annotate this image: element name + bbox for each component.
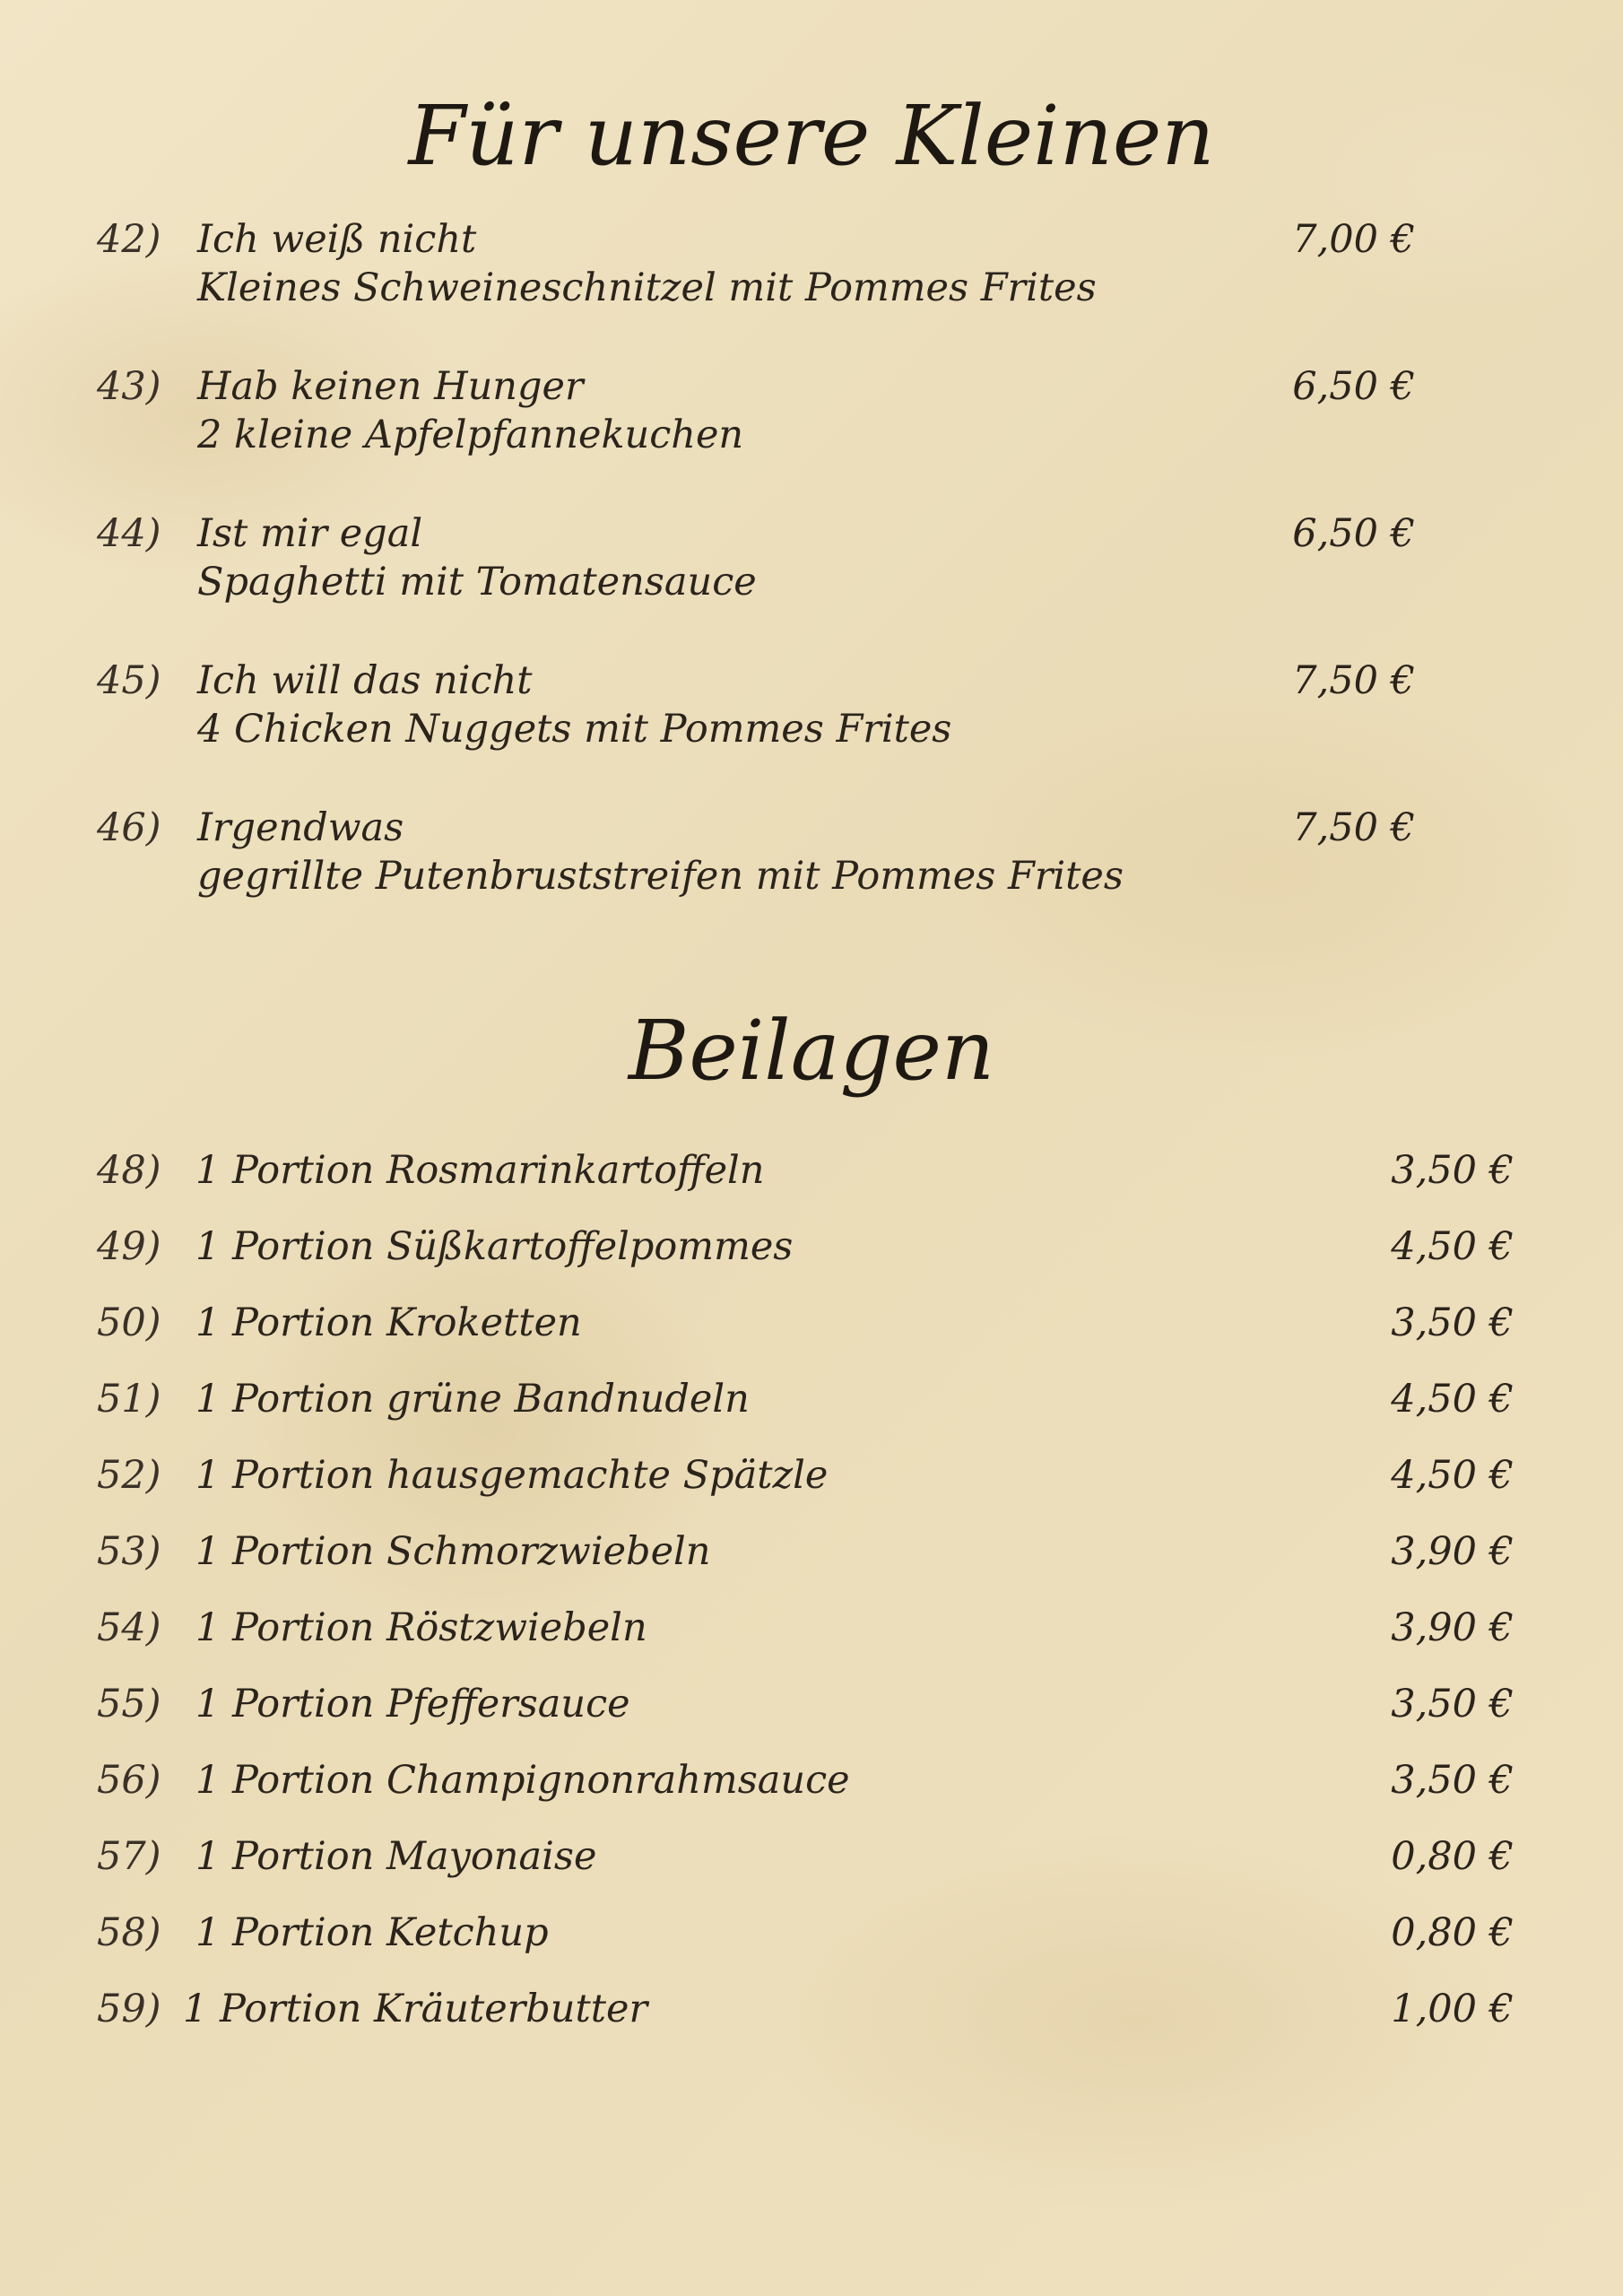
item-number: 57) — [97, 1834, 161, 1879]
item-price: 3,50 € — [1391, 1682, 1514, 1726]
item-name: 1 Portion hausgemachte Spätzle — [195, 1453, 829, 1498]
item-name: 1 Portion Champignonrahmsauce — [195, 1758, 850, 1803]
side-menu-item — [0, 1605, 1623, 1659]
item-description: Spaghetti mit Tomatensauce — [197, 560, 757, 604]
kids-menu-item — [0, 658, 1623, 766]
item-description: Kleines Schweineschnitzel mit Pommes Frites — [197, 265, 1097, 310]
item-name: Ich will das nicht — [197, 658, 533, 703]
side-menu-item — [0, 1529, 1623, 1583]
side-menu-item — [0, 1910, 1623, 1964]
item-price: 7,00 € — [1292, 217, 1415, 262]
sides-section-title: Beilagen — [628, 1003, 995, 1099]
item-name: Irgendwas — [197, 805, 404, 850]
item-number: 49) — [97, 1224, 161, 1269]
item-name: Ich weiß nicht — [197, 217, 477, 262]
side-menu-item — [0, 1224, 1623, 1278]
item-number: 59) — [97, 1987, 161, 2031]
side-menu-item — [0, 1987, 1623, 2040]
item-price: 0,80 € — [1391, 1910, 1514, 1955]
item-price: 3,50 € — [1391, 1300, 1514, 1345]
item-price: 4,50 € — [1391, 1453, 1514, 1498]
kids-menu-item — [0, 805, 1623, 913]
item-number: 51) — [97, 1377, 161, 1422]
item-number: 56) — [97, 1758, 161, 1803]
item-name: 1 Portion Rosmarinkartoffeln — [195, 1148, 765, 1193]
side-menu-item — [0, 1453, 1623, 1507]
item-name: 1 Portion Röstzwiebeln — [195, 1605, 647, 1650]
item-price: 6,50 € — [1292, 511, 1415, 556]
item-description: 2 kleine Apfelpfannekuchen — [197, 413, 744, 457]
item-number: 53) — [97, 1529, 161, 1574]
item-number: 52) — [97, 1453, 161, 1498]
side-menu-item — [0, 1758, 1623, 1812]
item-number: 46) — [97, 805, 161, 850]
item-number: 42) — [97, 217, 161, 262]
item-name: 1 Portion Pfeffersauce — [195, 1682, 630, 1726]
item-price: 7,50 € — [1292, 658, 1415, 703]
item-number: 54) — [97, 1605, 161, 1650]
kids-menu-item — [0, 217, 1623, 325]
side-menu-item — [0, 1300, 1623, 1354]
item-price: 1,00 € — [1391, 1987, 1514, 2031]
item-number: 43) — [97, 364, 161, 409]
item-name: 1 Portion Mayonaise — [195, 1834, 597, 1879]
kids-menu-item — [0, 364, 1623, 472]
item-name: Ist mir egal — [197, 511, 423, 556]
item-name: 1 Portion Kroketten — [195, 1300, 582, 1345]
kids-menu-item — [0, 511, 1623, 619]
side-menu-item — [0, 1148, 1623, 1202]
side-menu-item — [0, 1377, 1623, 1431]
item-name: Hab keinen Hunger — [197, 364, 584, 409]
item-number: 45) — [97, 658, 161, 703]
item-price: 4,50 € — [1391, 1377, 1514, 1422]
item-name: 1 Portion Süßkartoffelpommes — [195, 1224, 794, 1269]
item-name: 1 Portion Schmorzwiebeln — [195, 1529, 711, 1574]
item-price: 0,80 € — [1391, 1834, 1514, 1879]
item-name: 1 Portion grüne Bandnudeln — [195, 1377, 750, 1422]
kids-section-title: Für unsere Kleinen — [408, 88, 1215, 184]
item-price: 6,50 € — [1292, 364, 1415, 409]
item-price: 3,50 € — [1391, 1758, 1514, 1803]
item-price: 4,50 € — [1391, 1224, 1514, 1269]
item-number: 50) — [97, 1300, 161, 1345]
item-number: 55) — [97, 1682, 161, 1726]
side-menu-item — [0, 1834, 1623, 1888]
item-price: 3,90 € — [1391, 1529, 1514, 1574]
item-number: 44) — [97, 511, 161, 556]
item-price: 3,90 € — [1391, 1605, 1514, 1650]
side-menu-item — [0, 1682, 1623, 1735]
item-price: 7,50 € — [1292, 805, 1415, 850]
item-description: 4 Chicken Nuggets mit Pommes Frites — [197, 707, 952, 752]
item-name: 1 Portion Ketchup — [195, 1910, 549, 1955]
item-number: 48) — [97, 1148, 161, 1193]
item-name: 1 Portion Kräuterbutter — [183, 1987, 648, 2031]
item-price: 3,50 € — [1391, 1148, 1514, 1193]
item-description: gegrillte Putenbruststreifen mit Pommes Frites — [197, 854, 1124, 899]
item-number: 58) — [97, 1910, 161, 1955]
